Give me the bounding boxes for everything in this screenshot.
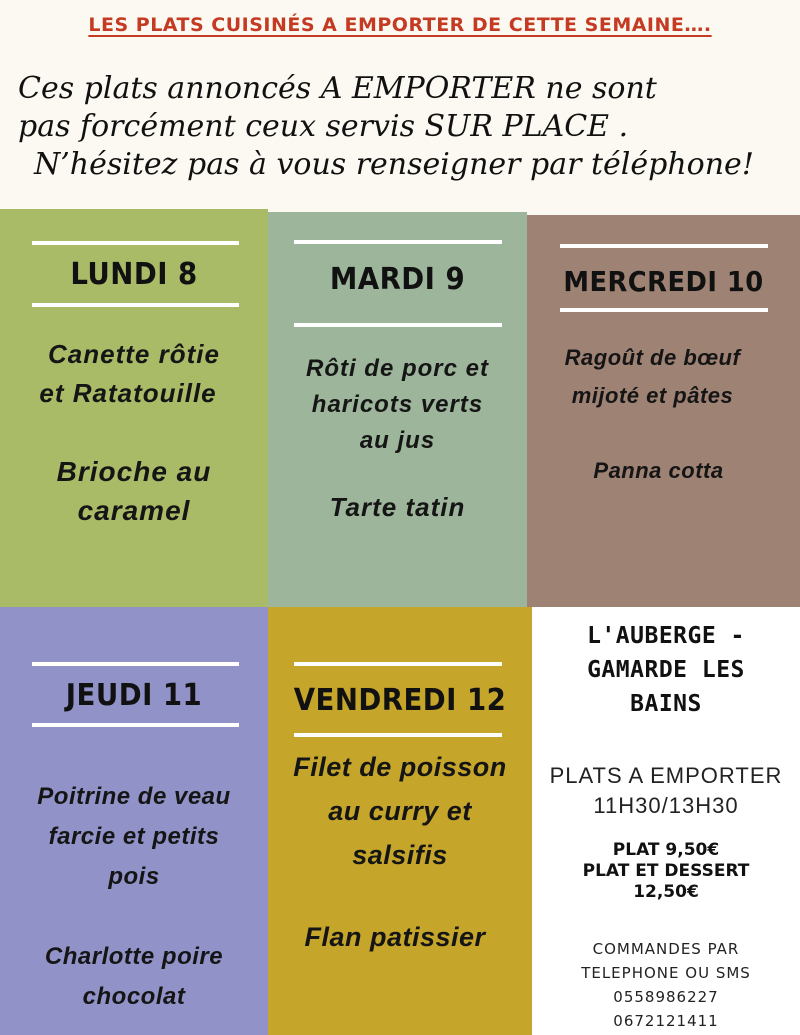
day-title: JEUDI 11 [65,678,203,713]
dish-line: Charlotte poire [44,943,224,970]
dish-line: Canette rôtie [48,339,220,369]
price-list [532,840,800,903]
dish-line: Rôti de porc et [305,355,489,382]
restaurant-name [532,619,800,721]
dish-line: Filet de poisson [293,752,507,782]
day-panel-thursday [0,607,268,1035]
page-title-text: LES PLATS CUISINÉS A EMPORTER DE CETTE SEMAINE…. [88,14,712,36]
dish-line: salsifis [352,840,448,870]
divider [294,323,502,327]
dish-line: mijoté et pâtes [571,383,734,408]
phone-number: 0672121411 [613,1012,719,1030]
contact-line: TELEPHONE OU SMS [581,964,751,982]
order-contact [532,937,800,1033]
restaurant-name-line: L'AUBERGE - [587,623,745,649]
dish-line: chocolat [82,983,186,1010]
takeaway-line: PLATS A EMPORTER [549,763,783,788]
day-panel-tuesday [268,212,527,607]
price-line: 12,50€ [633,882,699,902]
main-dish [268,351,527,459]
divider [32,662,239,666]
main-dish [0,335,268,413]
divider [560,244,768,248]
dessert [0,937,268,1017]
phone-number: 0558986227 [613,988,719,1006]
divider [32,241,239,245]
intro-line: N’hésitez pas à vous renseigner par téléphone! [34,147,754,182]
restaurant-name-line: BAINS [630,691,702,717]
takeaway-line: 11H30/13H30 [593,793,739,818]
restaurant-name-line: GAMARDE LES [587,657,745,683]
takeaway-hours [532,761,800,821]
dessert [268,489,527,525]
price-line: PLAT ET DESSERT [582,861,750,881]
divider [32,303,239,307]
dish-line: Panna cotta [593,458,724,483]
intro-line: Ces plats annoncés A EMPORTER ne sont [18,71,657,106]
divider [560,308,768,312]
dessert [268,917,532,957]
dish-line: Tarte tatin [329,492,466,522]
page-title [0,14,800,36]
contact-line: COMMANDES PAR [592,940,740,958]
restaurant-info-panel [532,607,800,1035]
intro-line: pas forcément ceux servis SUR PLACE . [18,109,629,144]
divider [32,723,239,727]
main-dish [0,777,268,897]
dish-line: Ragoût de bœuf [564,345,741,370]
dish-line: pois [108,863,160,890]
price-line: PLAT 9,50€ [612,840,720,860]
dish-line: Poitrine de veau [37,783,231,810]
dish-line: au jus [359,427,436,454]
day-panel-wednesday [527,215,800,607]
day-title: MERCREDI 10 [563,265,764,298]
day-panel-monday [0,209,268,607]
main-dish [268,745,532,877]
divider [294,733,502,737]
dish-line: et Ratatouille [39,378,217,408]
dish-line: Brioche au [56,456,212,487]
divider [294,662,502,666]
day-title: MARDI 9 [329,262,466,297]
divider [294,240,502,244]
day-title: LUNDI 8 [70,257,198,292]
dish-line: farcie et petits [48,823,220,850]
dish-line: au curry et [328,796,472,826]
dessert [0,452,268,530]
dessert [527,453,800,489]
day-title: VENDREDI 12 [293,683,507,718]
intro-text [18,70,778,184]
main-dish [527,339,800,415]
dish-line: Flan patissier [304,922,486,952]
dish-line: caramel [77,495,191,526]
day-panel-friday [268,607,532,1035]
dish-line: haricots verts [311,391,484,418]
